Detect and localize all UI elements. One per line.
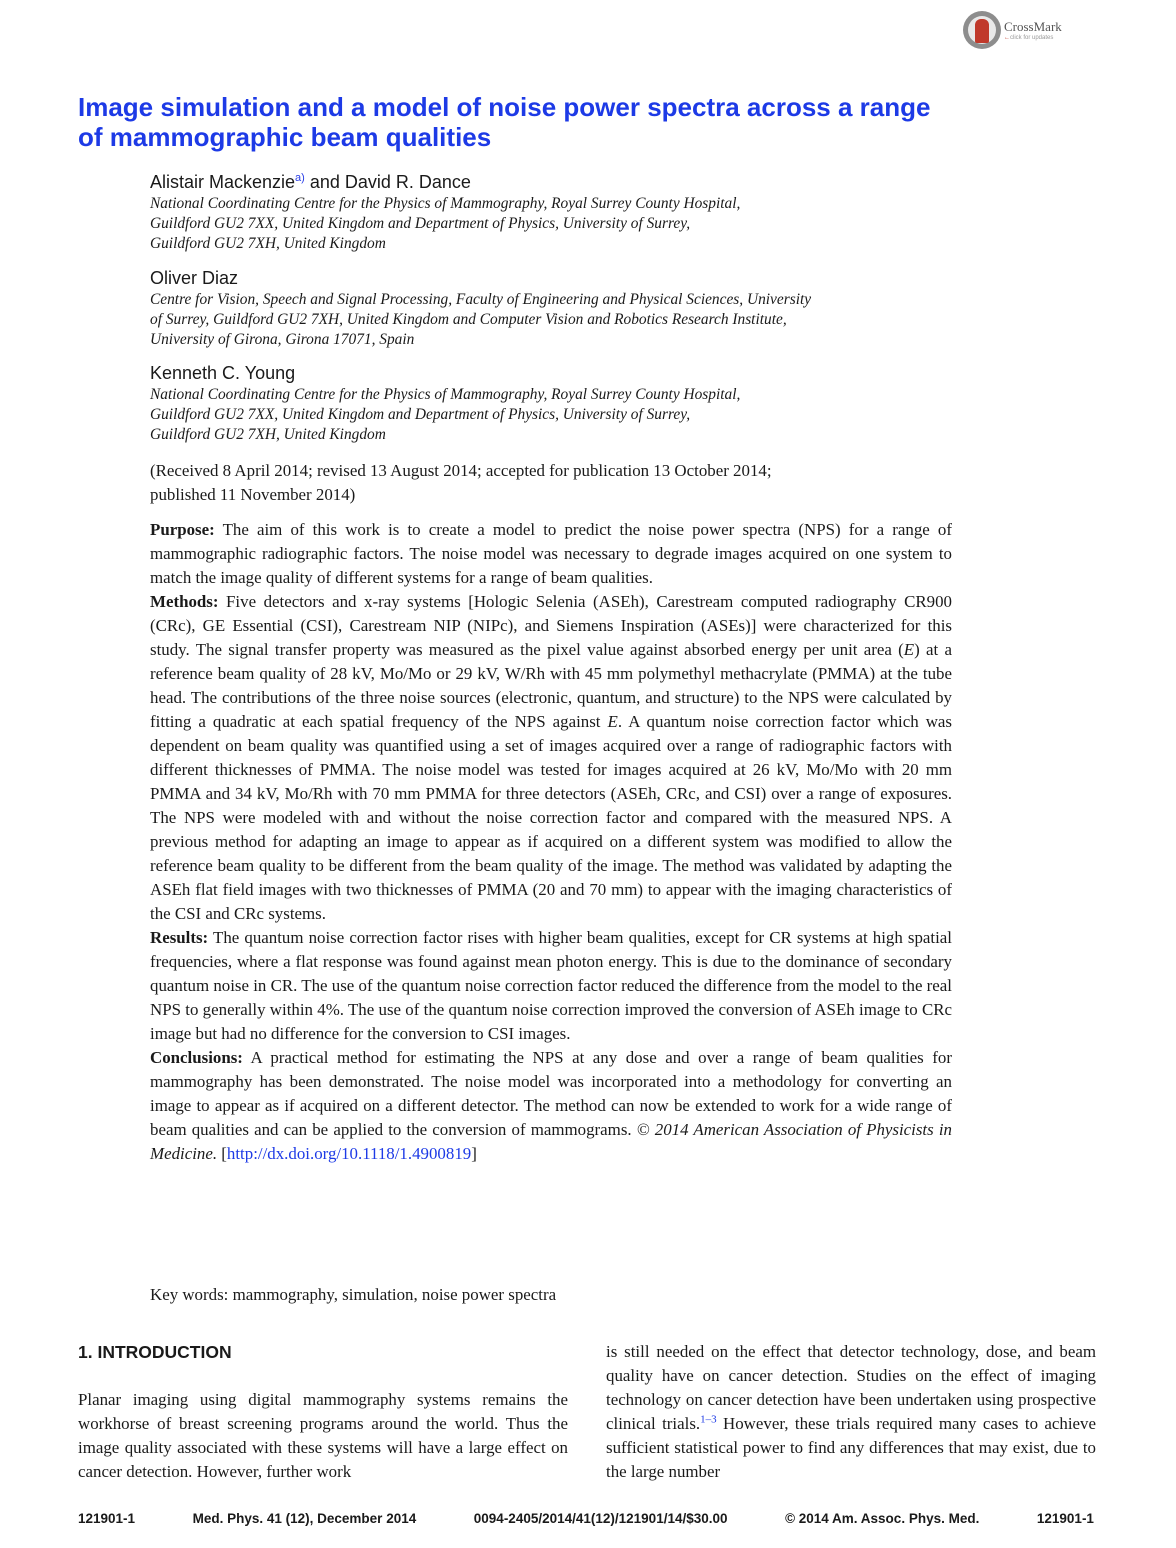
footer-page-number-left: 121901-1 — [78, 1511, 136, 1526]
crossmark-arrow-icon: ← — [1004, 34, 1010, 41]
article-title — [78, 92, 1038, 152]
footer-journal: Med. Phys. 41 (12), December 2014 — [192, 1511, 417, 1526]
abstract — [150, 518, 952, 1166]
author-line-3 — [150, 362, 295, 384]
abstract-conclusions: Conclusions: A practical method for estimating the NPS at any dose and over a range of beam qualities for mammography has been demonstrated. The noise model was incorporated into a methodology for converting an image to appear as if acquired on a different detector. The method can now be extended to work for a wide range of beam qualities and can be applied to the conversion of mammograms. © 2014 American Association of Physicists in Medicine. [http://dx.doi.org/10.1118/1.4900819] — [150, 1048, 952, 1163]
abstract-methods: Methods: Five detectors and x-ray systems [Hologic Selenia (ASEh), Carestream computed radiography CR900 (CRc), GE Essential (CSI), Carestream NIP (NIPc), and Siemens Inspiration (ASEs)] were characterized for this study. The signal transfer property was measured as the pixel value against absorbed energy per unit area (E) at a reference beam quality of 28 kV, Mo/Mo or 29 kV, W/Rh with 45 mm polymethyl methacrylate (PMMA) at the tube head. The contributions of the three noise sources (electronic, quantum, and structure) to the NPS were calculated by fitting a quadratic at each spatial frequency of the NPS against E. A quantum noise correction factor which was dependent on beam quality was quantified using a set of images acquired over a range of radiographic factors with different thicknesses of PMMA. The noise model was tested for images acquired at 26 kV, Mo/Mo with 20 mm PMMA and 34 kV, Mo/Rh with 70 mm PMMA for three detectors (ASEh, CRc, and CSI) over a range of exposures. The NPS were modeled with and without the noise correction factor and compared with the measured NPS. A previous method for adapting an image to appear as if acquired on a different system was modified to allow the reference beam quality to be different from the beam quality of the image. The method was validated by adapting the ASEh flat field images with two thicknesses of PMMA (20 and 70 mm) to appear with the imaging characteristics of the CSI and CRc systems. — [150, 592, 952, 923]
section-heading-introduction: 1. INTRODUCTION — [78, 1342, 232, 1362]
keywords: Key words: mammography, simulation, noise power spectra — [150, 1285, 557, 1304]
abstract-results: Results: The quantum noise correction factor rises with higher beam qualities, except for CR systems at high spatial frequencies, where a flat response was found against mean photon energy. This is due to the dominance of secondary quantum noise in CR. The use of the quantum noise correction factor reduced the difference from the model to the real NPS to generally within 4%. The use of the quantum noise correction improved the conversion of ASEh image to CRc image but had no difference for the conversion to CSI images. — [150, 928, 952, 1043]
intro-column-right: is still needed on the effect that detector technology, dose, and beam quality have on cancer detection. Studies on the effect of imaging technology on cancer detection have been undertaken using prospective clinical trials.$^{1-3}$ However, these trials required many cases to achieve sufficient statistical power to find any differences that may exist, due to the large number — [606, 1342, 1096, 1481]
crossmark-icon — [963, 11, 1001, 49]
crossmark-title: CrossMark — [1004, 18, 1062, 34]
citation-link[interactable]: 1–3 — [700, 1413, 717, 1426]
footer-page-number-right: 121901-1 — [1036, 1511, 1094, 1526]
author-footnote-marker[interactable]: a) — [295, 172, 305, 184]
author-line-2 — [150, 267, 238, 289]
footer-code: 0094-2405/2014/41(12)/121901/14/$30.00 — [473, 1511, 728, 1526]
author-name-coauthor: and David R. Dance — [304, 172, 471, 192]
crossmark-text — [1004, 20, 1062, 41]
footer-copyright: © 2014 Am. Assoc. Phys. Med. — [785, 1511, 980, 1526]
author-line-1 — [150, 171, 471, 193]
page-footer — [78, 1510, 1094, 1528]
affiliation-3: National Coordinating Centre for the Physics of Mammography, Royal Surrey County Hospital, Guildford GU2 7XX, United Kingdom and Department of Physics, University of Surrey, Guildford GU2 7XH, United Kingdom — [150, 386, 741, 443]
author-name: Kenneth C. Young — [150, 363, 296, 383]
abstract-copyright: © 2014 American Association of Physicists in Medicine. — [150, 1120, 952, 1163]
received-dates: (Received 8 April 2014; revised 13 August 2014; accepted for publication 13 October 2014; published 11 November 2014) — [150, 461, 772, 504]
affiliation-1: National Coordinating Centre for the Physics of Mammography, Royal Surrey County Hospital, Guildford GU2 7XX, United Kingdom and Department of Physics, University of Surrey, Guildford GU2 7XH, United Kingdom — [150, 195, 741, 252]
article-title-line-2: of mammographic beam qualities — [78, 122, 492, 152]
abstract-purpose: Purpose: The aim of this work is to create a model to predict the noise power spectra (NPS) for a range of mammographic radiographic factors. The noise model was necessary to degrade images acquired on one system to match the image quality of different systems for a range of beam qualities. — [150, 520, 952, 587]
article-title-line-1: Image simulation and a model of noise power spectra across a range — [78, 92, 931, 122]
intro-column-left: Planar imaging using digital mammography systems remains the workhorse of breast screening programs around the world. Thus the image quality associated with these systems will have a large effect on cancer detection. However, further work — [78, 1390, 568, 1481]
author-name: Alistair Mackenzie — [150, 172, 296, 192]
crossmark-subtitle: ←click for updates — [1004, 34, 1054, 41]
affiliation-2: Centre for Vision, Speech and Signal Processing, Faculty of Engineering and Physical Sciences, University of Surrey, Guildford GU2 7XH, United Kingdom and Computer Vision and Robotics Research Institute, University of Girona, Girona 17071, Spain — [150, 291, 812, 348]
crossmark-badge[interactable] — [963, 10, 1073, 50]
doi-link[interactable]: http://dx.doi.org/10.1118/1.4900819 — [226, 1144, 472, 1163]
author-name: Oliver Diaz — [150, 268, 239, 288]
